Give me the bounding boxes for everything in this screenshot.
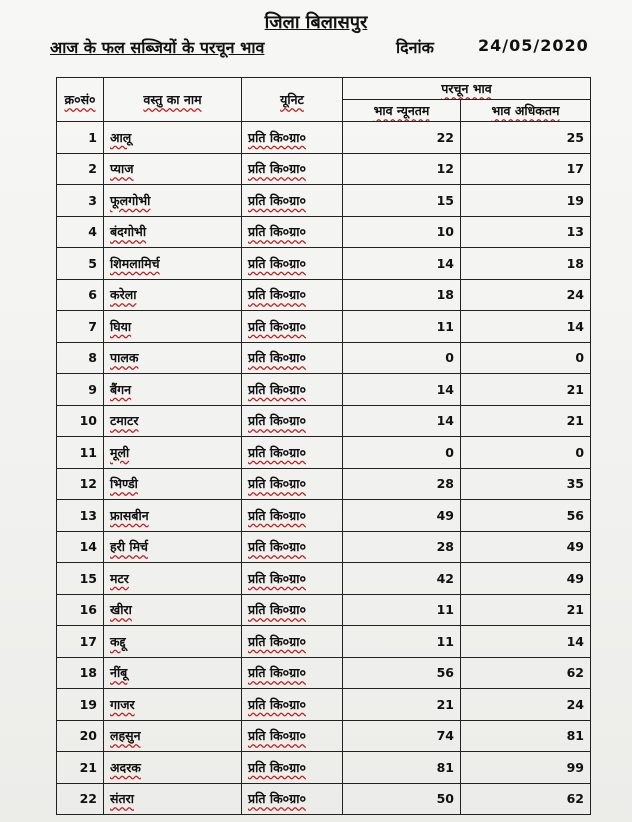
table-row: [57, 311, 591, 343]
max-price-cell: 56: [461, 500, 591, 532]
max-price-cell: 81: [461, 720, 591, 752]
serial-cell: 4: [57, 216, 104, 248]
max-price-cell: 25: [461, 122, 591, 154]
unit-cell: प्रति कि०ग्रा०: [242, 500, 343, 532]
max-price-cell: 18: [461, 248, 591, 280]
item-name-cell: लहसुन: [104, 720, 242, 752]
serial-cell: 11: [57, 437, 104, 469]
table-row: [57, 657, 591, 689]
unit-cell: प्रति कि०ग्रा०: [242, 783, 343, 815]
min-price-cell: 11: [343, 594, 461, 626]
table-row: [57, 783, 591, 815]
unit-cell: प्रति कि०ग्रा०: [242, 279, 343, 311]
min-price-cell: 0: [343, 342, 461, 374]
table-row: [57, 594, 591, 626]
serial-cell: 9: [57, 374, 104, 406]
min-price-cell: 15: [343, 185, 461, 217]
max-price-cell: 62: [461, 657, 591, 689]
max-price-cell: 62: [461, 783, 591, 815]
max-price-cell: 35: [461, 468, 591, 500]
min-price-cell: 50: [343, 783, 461, 815]
district-title: [0, 10, 632, 34]
min-price-cell: 28: [343, 531, 461, 563]
serial-cell: 3: [57, 185, 104, 217]
max-price-cell: 0: [461, 342, 591, 374]
item-name-cell: टमाटर: [104, 405, 242, 437]
unit-cell: प्रति कि०ग्रा०: [242, 437, 343, 469]
min-price-cell: 14: [343, 248, 461, 280]
table-row: [57, 437, 591, 469]
max-price-cell: 13: [461, 216, 591, 248]
table-row: [57, 405, 591, 437]
unit-cell: प्रति कि०ग्रा०: [242, 657, 343, 689]
min-price-cell: 22: [343, 122, 461, 154]
unit-cell: प्रति कि०ग्रा०: [242, 563, 343, 595]
table-row: [57, 500, 591, 532]
table-row: [57, 185, 591, 217]
unit-cell: प्रति कि०ग्रा०: [242, 405, 343, 437]
serial-cell: 16: [57, 594, 104, 626]
max-price-cell: 24: [461, 279, 591, 311]
table-row: [57, 563, 591, 595]
item-name-cell: फूलगोभी: [104, 185, 242, 217]
subtitle-text: आज के फल सब्जियों के परचून भाव: [50, 38, 265, 57]
min-price-cell: 49: [343, 500, 461, 532]
unit-cell: प्रति कि०ग्रा०: [242, 342, 343, 374]
unit-cell: प्रति कि०ग्रा०: [242, 594, 343, 626]
item-name-cell: बैंगन: [104, 374, 242, 406]
unit-cell: प्रति कि०ग्रा०: [242, 248, 343, 280]
serial-cell: 19: [57, 689, 104, 721]
header-unit: यूनिट: [242, 78, 343, 122]
unit-cell: प्रति कि०ग्रा०: [242, 626, 343, 658]
min-price-cell: 14: [343, 374, 461, 406]
min-price-cell: 56: [343, 657, 461, 689]
table-header-row: [57, 78, 591, 100]
unit-cell: प्रति कि०ग्रा०: [242, 689, 343, 721]
min-price-cell: 11: [343, 311, 461, 343]
item-name-cell: मूली: [104, 437, 242, 469]
header-serial: क्र०सं०: [57, 78, 104, 122]
table-row: [57, 752, 591, 784]
unit-cell: प्रति कि०ग्रा०: [242, 185, 343, 217]
serial-cell: 10: [57, 405, 104, 437]
serial-cell: 2: [57, 153, 104, 185]
table-row: [57, 689, 591, 721]
max-price-cell: 14: [461, 626, 591, 658]
item-name-cell: घिया: [104, 311, 242, 343]
min-price-cell: 12: [343, 153, 461, 185]
serial-cell: 22: [57, 783, 104, 815]
serial-cell: 13: [57, 500, 104, 532]
serial-cell: 5: [57, 248, 104, 280]
serial-cell: 6: [57, 279, 104, 311]
min-price-cell: 28: [343, 468, 461, 500]
header-max: भाव अधिकतम: [461, 100, 591, 122]
max-price-cell: 21: [461, 405, 591, 437]
max-price-cell: 49: [461, 531, 591, 563]
item-name-cell: कद्दू: [104, 626, 242, 658]
min-price-cell: 10: [343, 216, 461, 248]
max-price-cell: 17: [461, 153, 591, 185]
serial-cell: 20: [57, 720, 104, 752]
unit-cell: प्रति कि०ग्रा०: [242, 216, 343, 248]
table-row: [57, 531, 591, 563]
min-price-cell: 42: [343, 563, 461, 595]
price-table: [56, 77, 591, 815]
item-name-cell: शिमलामिर्च: [104, 248, 242, 280]
table-row: [57, 216, 591, 248]
serial-cell: 8: [57, 342, 104, 374]
item-name-cell: करेला: [104, 279, 242, 311]
min-price-cell: 0: [343, 437, 461, 469]
serial-cell: 7: [57, 311, 104, 343]
unit-cell: प्रति कि०ग्रा०: [242, 531, 343, 563]
item-name-cell: गाजर: [104, 689, 242, 721]
header-item: वस्तु का नाम: [104, 78, 242, 122]
serial-cell: 18: [57, 657, 104, 689]
item-name-cell: हरी मिर्च: [104, 531, 242, 563]
max-price-cell: 24: [461, 689, 591, 721]
table-row: [57, 122, 591, 154]
table-row: [57, 342, 591, 374]
min-price-cell: 21: [343, 689, 461, 721]
unit-cell: प्रति कि०ग्रा०: [242, 374, 343, 406]
min-price-cell: 11: [343, 626, 461, 658]
table-row: [57, 626, 591, 658]
date-label: दिनांक: [396, 38, 434, 57]
unit-cell: प्रति कि०ग्रा०: [242, 153, 343, 185]
subtitle-line: [50, 36, 610, 58]
item-name-cell: भिण्डी: [104, 468, 242, 500]
max-price-cell: 21: [461, 594, 591, 626]
min-price-cell: 74: [343, 720, 461, 752]
max-price-cell: 0: [461, 437, 591, 469]
max-price-cell: 19: [461, 185, 591, 217]
table-row: [57, 153, 591, 185]
item-name-cell: आलू: [104, 122, 242, 154]
serial-cell: 12: [57, 468, 104, 500]
min-price-cell: 81: [343, 752, 461, 784]
serial-cell: 1: [57, 122, 104, 154]
unit-cell: प्रति कि०ग्रा०: [242, 311, 343, 343]
serial-cell: 17: [57, 626, 104, 658]
max-price-cell: 21: [461, 374, 591, 406]
item-name-cell: नींबू: [104, 657, 242, 689]
item-name-cell: प्याज: [104, 153, 242, 185]
unit-cell: प्रति कि०ग्रा०: [242, 122, 343, 154]
table-row: [57, 468, 591, 500]
item-name-cell: अदरक: [104, 752, 242, 784]
max-price-cell: 49: [461, 563, 591, 595]
unit-cell: प्रति कि०ग्रा०: [242, 468, 343, 500]
table-body: [57, 122, 591, 815]
serial-cell: 21: [57, 752, 104, 784]
table-row: [57, 720, 591, 752]
table-row: [57, 279, 591, 311]
table-row: [57, 248, 591, 280]
item-name-cell: बंदगोभी: [104, 216, 242, 248]
district-title-text: जिला बिलासपुर: [264, 12, 368, 33]
item-name-cell: फ्रासबीन: [104, 500, 242, 532]
date-value: 24/05/2020: [478, 36, 589, 55]
min-price-cell: 14: [343, 405, 461, 437]
unit-cell: प्रति कि०ग्रा०: [242, 720, 343, 752]
item-name-cell: मटर: [104, 563, 242, 595]
item-name-cell: संतरा: [104, 783, 242, 815]
header-retail: परचून भाव: [343, 78, 591, 100]
table-row: [57, 374, 591, 406]
serial-cell: 14: [57, 531, 104, 563]
unit-cell: प्रति कि०ग्रा०: [242, 752, 343, 784]
item-name-cell: खीरा: [104, 594, 242, 626]
header-min: भाव न्यूनतम: [343, 100, 461, 122]
max-price-cell: 14: [461, 311, 591, 343]
serial-cell: 15: [57, 563, 104, 595]
max-price-cell: 99: [461, 752, 591, 784]
min-price-cell: 18: [343, 279, 461, 311]
item-name-cell: पालक: [104, 342, 242, 374]
